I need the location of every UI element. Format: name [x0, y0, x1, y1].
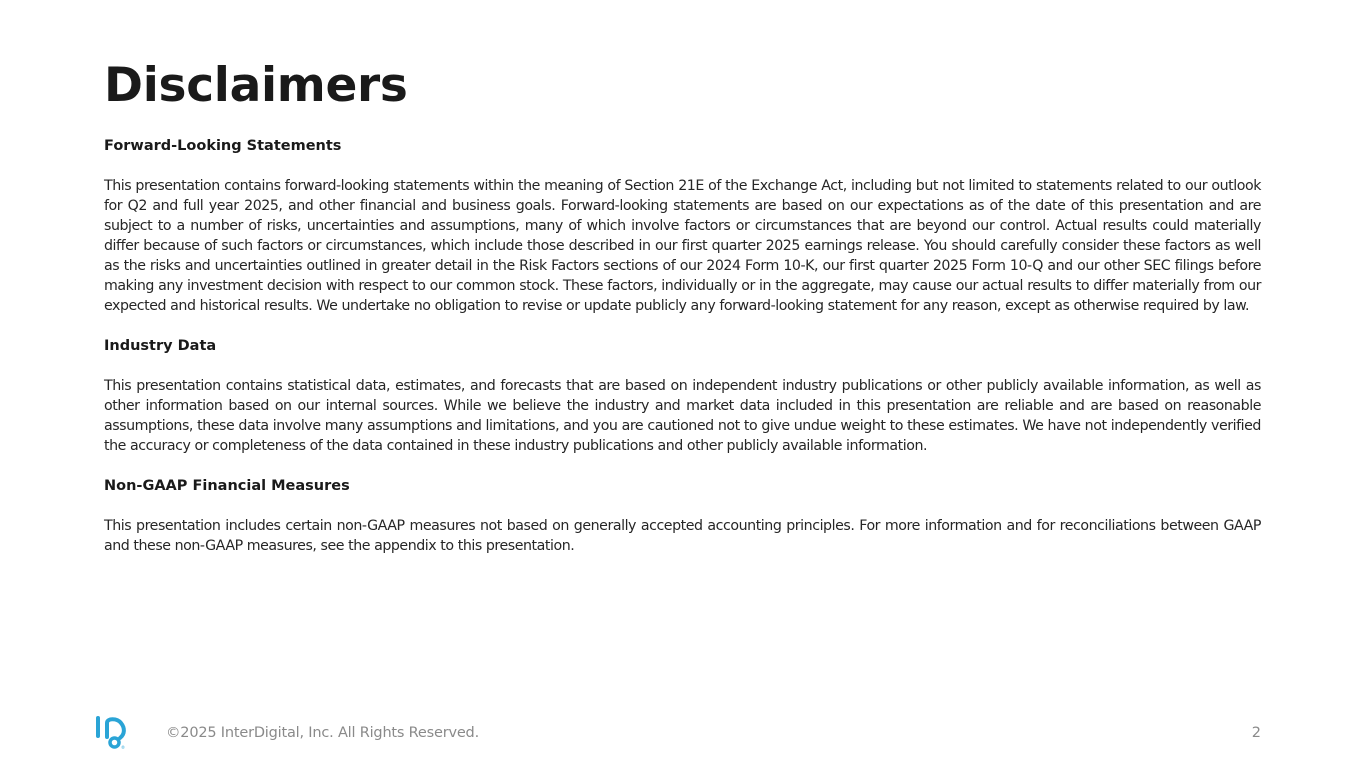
- section-heading: Forward-Looking Statements: [104, 138, 342, 154]
- page-title: Disclaimers: [104, 58, 408, 113]
- section-body: This presentation contains statistical data, estimates, and forecasts that are based on independent industry publications or other publicly available information, as well as other information based on our internal sources. While we believe the industry and market data included in this presentation are reliable and are based on reasonable assumptions, these data involve many assumptions and limitations, and you are cautioned not to give undue weight to these estimates. We have not independently verified the accuracy or completeness of the data contained in these industry publications and other publicly available information.: [104, 378, 1261, 454]
- section-industry-data: [104, 336, 1261, 456]
- copyright-text: ©2025 InterDigital, Inc. All Rights Reserved.: [166, 725, 479, 741]
- page-number: 2: [1251, 725, 1261, 741]
- disclaimer-content: [104, 136, 1261, 556]
- section-forward-looking: [104, 136, 1261, 316]
- section-body: This presentation includes certain non-GAAP measures not based on generally accepted accounting principles. For more information and for reconciliations between GAAP and these non-GAAP measures, see the appendix to this presentation.: [104, 518, 1261, 554]
- section-heading: Industry Data: [104, 338, 217, 354]
- interdigital-logo-icon: [94, 712, 134, 752]
- section-non-gaap: [104, 476, 1261, 556]
- svg-text:®: ®: [121, 745, 125, 750]
- section-heading: Non-GAAP Financial Measures: [104, 478, 350, 494]
- section-body: This presentation contains forward-looking statements within the meaning of Section 21E of the Exchange Act, including but not limited to statements related to our outlook for Q2 and full year 2025, and other financial and business goals. Forward-looking statements are based on our expectations as of the date of this presentation and are subject to a number of risks, uncertainties and assumptions, many of which involve factors or circumstances that are beyond our control. Actual results could materially differ because of such factors or circumstances, which include those described in our first quarter 2025 earnings release. You should carefully consider these factors as well as the risks and uncertainties outlined in greater detail in the Risk Factors sections of our 2024 Form 10-K, our first quarter 2025 Form 10-Q and our other SEC filings before making any investment decision with respect to our common stock. These factors, individually or in the aggregate, may cause our actual results to differ materially from our expected and historical results. We undertake no obligation to revise or update publicly any forward-looking statement for any reason, except as otherwise required by law.: [104, 178, 1261, 314]
